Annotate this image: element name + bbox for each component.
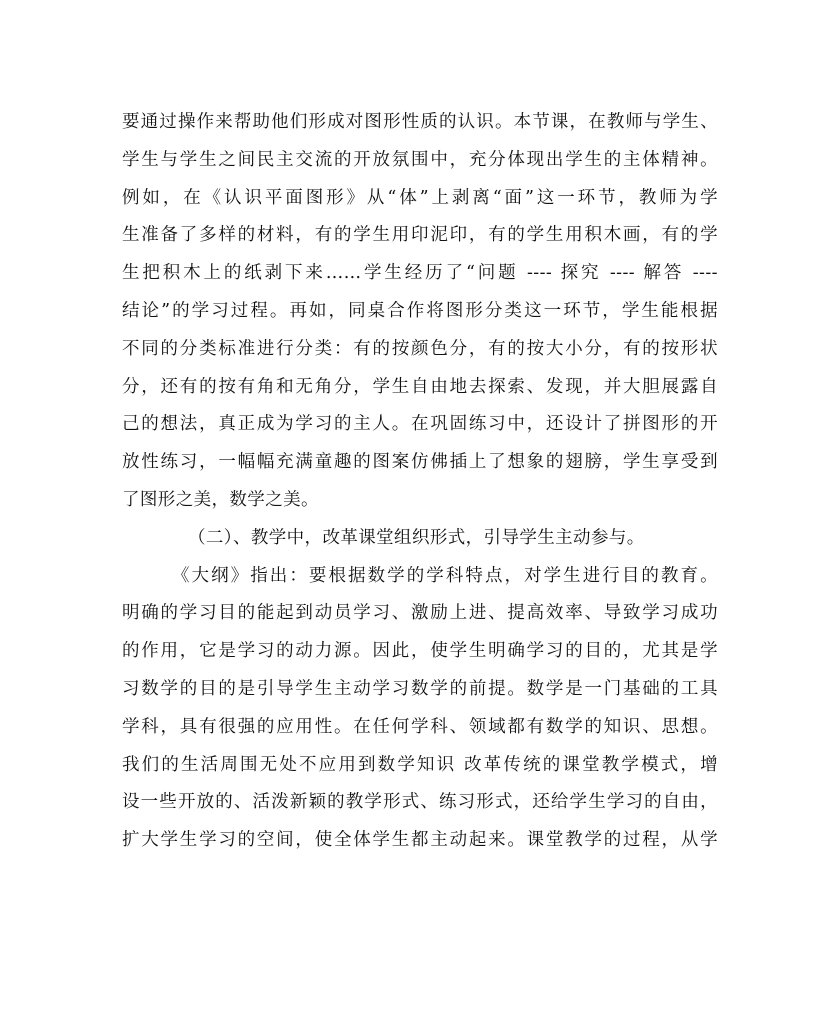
- paragraph-line: 我们的生活周围无处不应用到数学知识 改革传统的课堂教学模式，增: [122, 754, 718, 775]
- paragraph-line: 生把积木上的纸剥下来……学生经历了“问题 ---- 探究 ---- 解答 ----: [122, 263, 718, 284]
- paragraph-line: 结论”的学习过程。再如，同桌合作将图形分类这一环节，学生能根据: [122, 300, 718, 321]
- document-body: [0, 107, 816, 863]
- paragraph-line: 己的想法，真正成为学习的主人。在巩固练习中，还设计了拼图形的开: [122, 414, 718, 435]
- paragraph-line: 的作用，它是学习的动力源。因此，使学生明确学习的目的，尤其是学: [122, 641, 718, 662]
- section-heading: （二）、教学中，改革课堂组织形式，引导学生主动参与。: [188, 527, 645, 548]
- paragraph-line: 要通过操作来帮助他们形成对图形性质的认识。本节课，在教师与学生、: [122, 112, 718, 132]
- paragraph-line: 分，还有的按有角和无角分，学生自由地去探索、发现，并大胆展露自: [122, 376, 718, 397]
- paragraph-line: 生准备了多样的材料，有的学生用印泥印，有的学生用积木画，有的学: [122, 225, 718, 246]
- paragraph-line: 明确的学习目的能起到动员学习、激励上进、提高效率、导致学习成功: [122, 603, 718, 624]
- paragraph-line: 不同的分类标准进行分类：有的按颜色分，有的按大小分，有的按形状: [122, 338, 718, 359]
- paragraph-line: 学科，具有很强的应用性。在任何学科、领域都有数学的知识、思想。: [122, 716, 718, 737]
- paragraph-line: 《大纲》指出：要根据数学的学科特点，对学生进行目的教育。: [172, 565, 718, 586]
- paragraph-line: 扩大学生学习的空间，使全体学生都主动起来。课堂教学的过程，从学: [122, 830, 718, 851]
- paragraph-line: 例如，在《认识平面图形》从“体”上剥离“面”这一环节，教师为学: [122, 187, 718, 208]
- paragraph-line: 放性练习，一幅幅充满童趣的图案仿佛插上了想象的翅膀，学生享受到: [122, 452, 718, 473]
- paragraph-line: 了图形之美，数学之美。: [122, 489, 319, 510]
- paragraph-line: 学生与学生之间民主交流的开放氛围中，充分体现出学生的主体精神。: [122, 149, 718, 170]
- paragraph-line: 习数学的目的是引导学生主动学习数学的前提。数学是一门基础的工具: [122, 678, 718, 699]
- paragraph-line: 设一些开放的、活泼新颖的教学形式、练习形式，还给学生学习的自由，: [122, 792, 718, 813]
